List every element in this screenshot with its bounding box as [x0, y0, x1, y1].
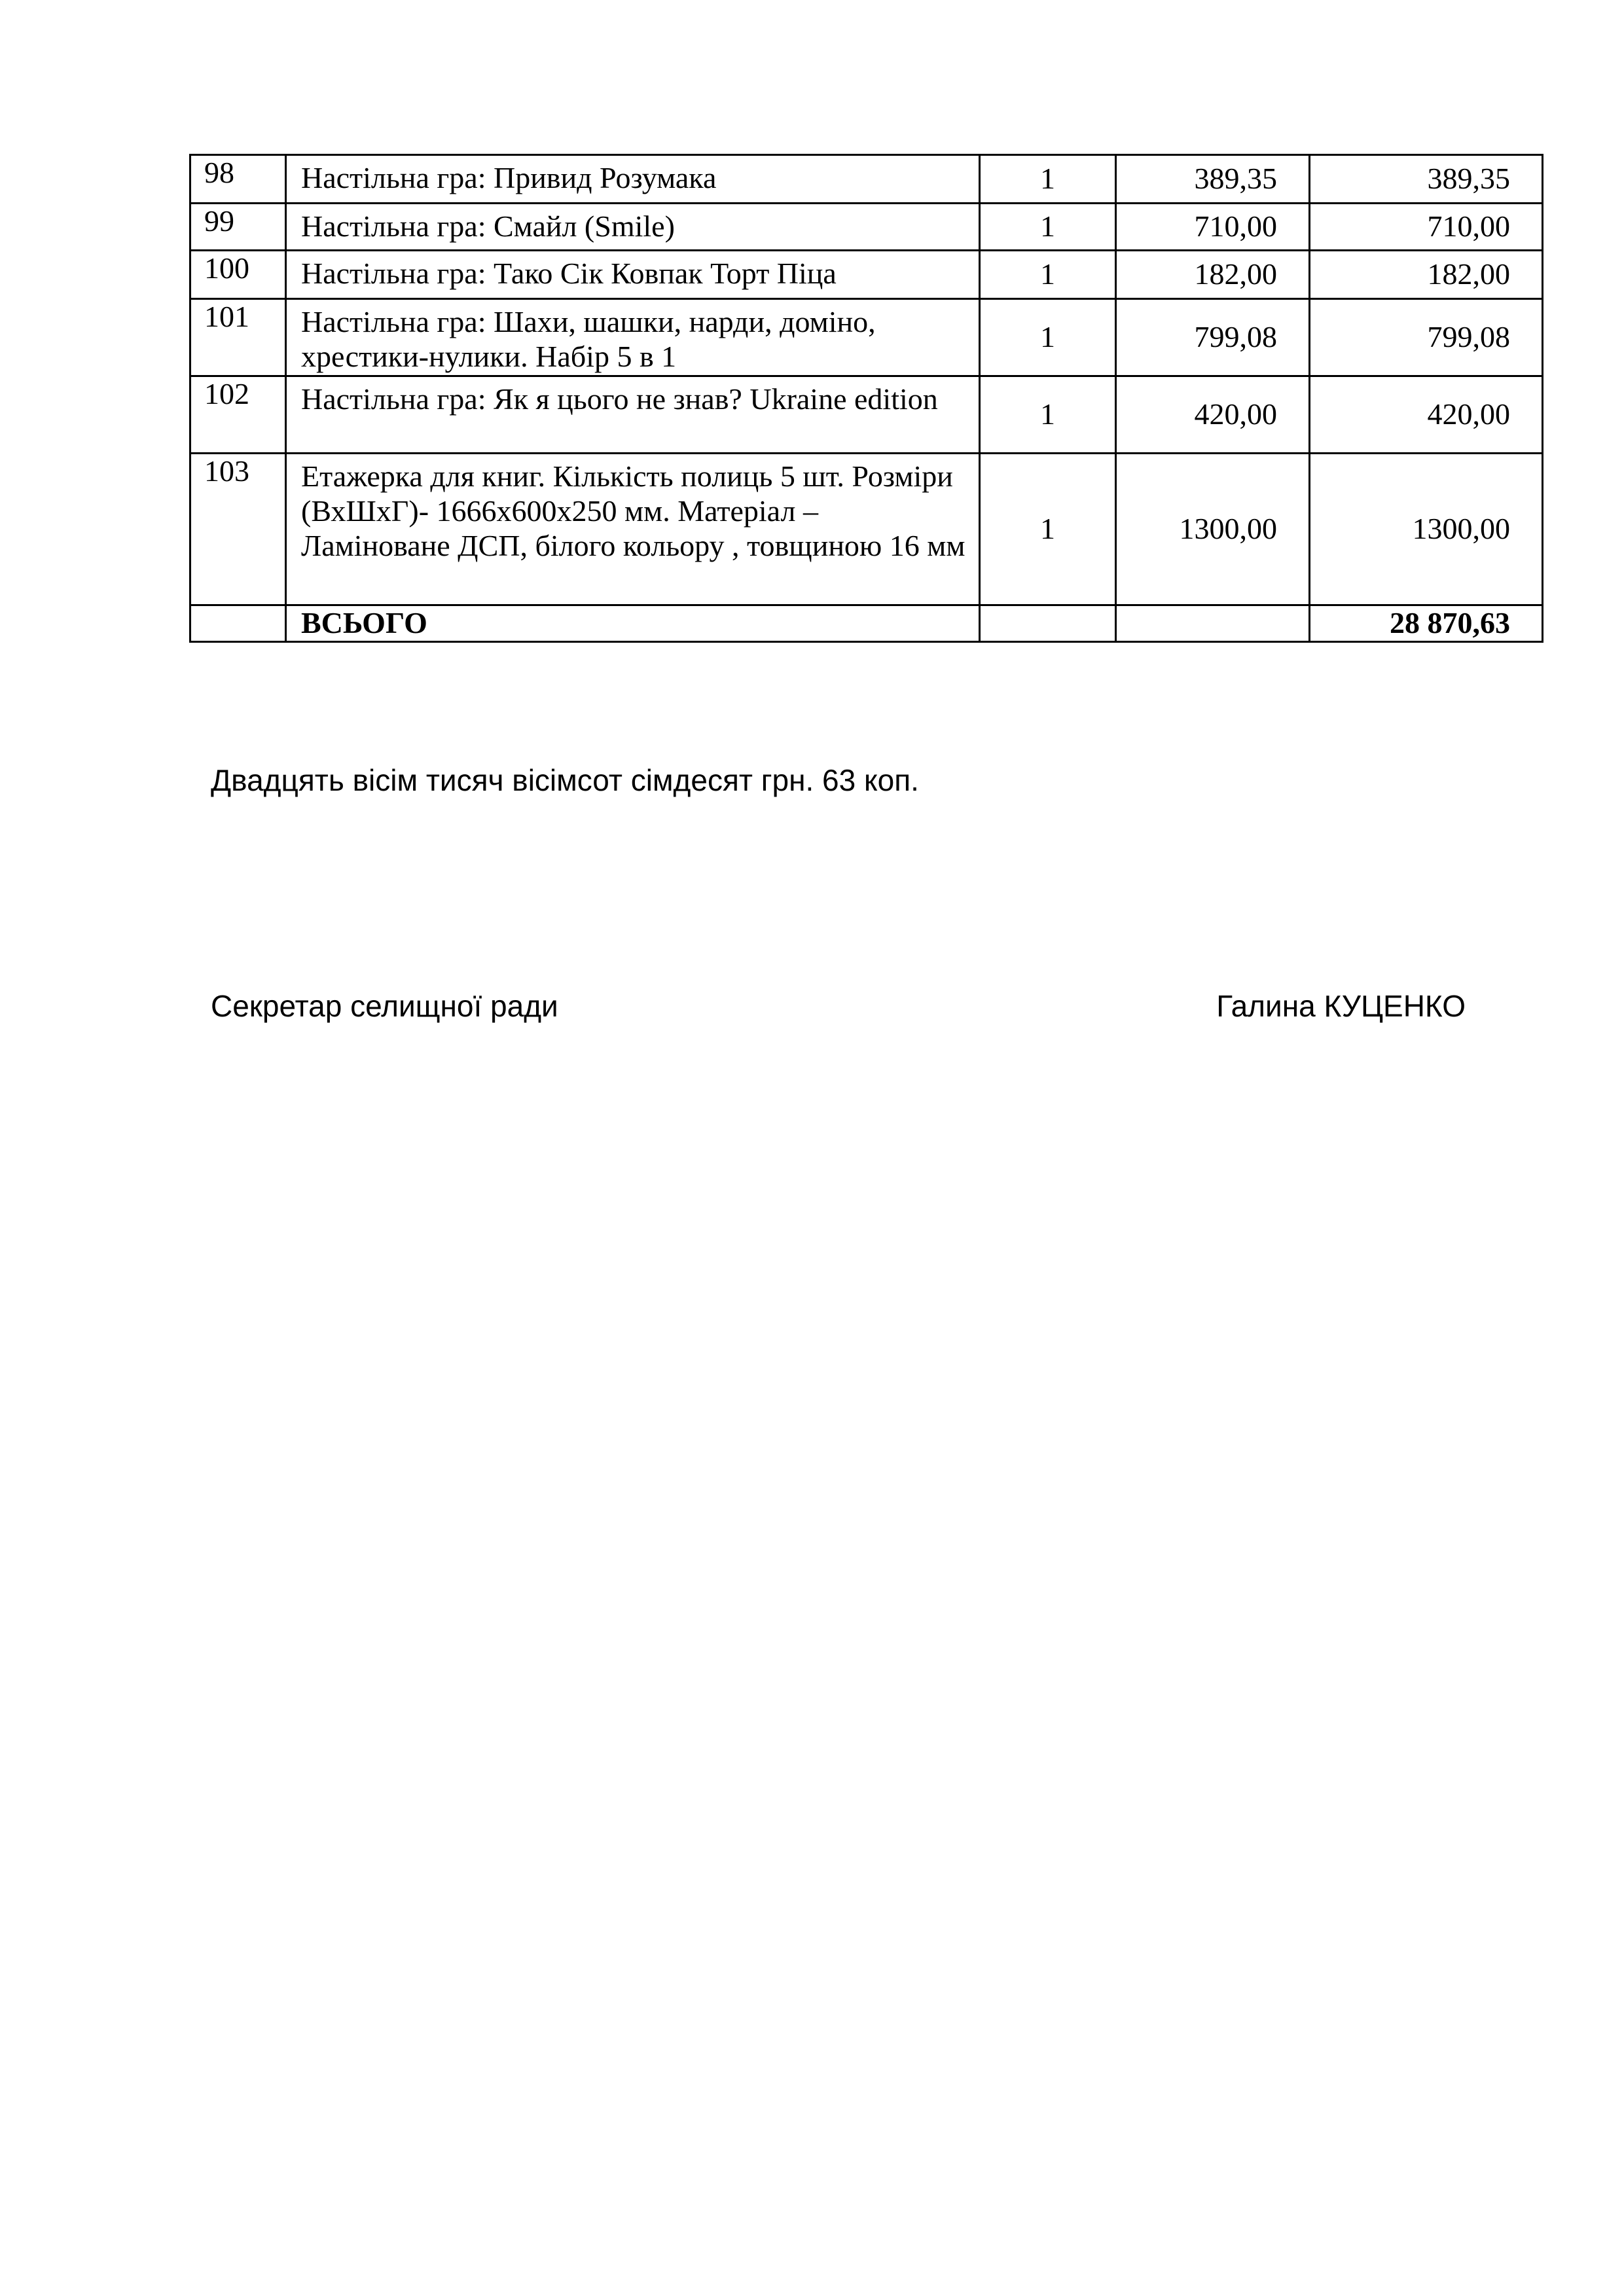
- item-price: 799,08: [1116, 299, 1310, 376]
- item-sum: 182,00: [1310, 251, 1543, 299]
- table-row: [190, 454, 1543, 605]
- item-quantity: 1: [980, 204, 1116, 251]
- item-quantity: 1: [980, 299, 1116, 376]
- table-row: [190, 376, 1543, 454]
- row-number: 99: [190, 204, 286, 251]
- row-number: 98: [190, 155, 286, 204]
- item-quantity: 1: [980, 155, 1116, 204]
- empty-cell: [980, 605, 1116, 642]
- signatory-title: Секретар селищної ради: [211, 989, 558, 1023]
- item-name: Настільна гра: Шахи, шашки, нарди, доміно, хрестики-нулики. Набір 5 в 1: [286, 299, 980, 376]
- table-row: [190, 155, 1543, 204]
- item-name: Настільна гра: Смайл (Smile): [286, 204, 980, 251]
- total-label: ВСЬОГО: [286, 605, 980, 642]
- item-price: 389,35: [1116, 155, 1310, 204]
- item-name: Настільна гра: Тако Сік Ковпак Торт Піца: [286, 251, 980, 299]
- table-row: [190, 251, 1543, 299]
- total-value: 28 870,63: [1310, 605, 1543, 642]
- item-sum: 1300,00: [1310, 454, 1543, 605]
- item-price: 710,00: [1116, 204, 1310, 251]
- empty-cell: [1116, 605, 1310, 642]
- item-name: Настільна гра: Як я цього не знав? Ukraine edition: [286, 376, 980, 454]
- row-number: 100: [190, 251, 286, 299]
- item-sum: 420,00: [1310, 376, 1543, 454]
- signatory-name: Галина КУЦЕНКО: [1216, 989, 1466, 1023]
- item-name: Настільна гра: Привид Розумака: [286, 155, 980, 204]
- table-row: [190, 299, 1543, 376]
- item-quantity: 1: [980, 454, 1116, 605]
- item-name: Етажерка для книг. Кількість полиць 5 шт. Розміри (ВхШхГ)- 1666х600х250 мм. Матеріал – Ламіноване ДСП, білого кольору , товщиною 16 мм: [286, 454, 980, 605]
- item-sum: 710,00: [1310, 204, 1543, 251]
- row-number: 103: [190, 454, 286, 605]
- total-row: [190, 605, 1543, 642]
- item-price: 420,00: [1116, 376, 1310, 454]
- row-number: 102: [190, 376, 286, 454]
- item-price: 182,00: [1116, 251, 1310, 299]
- item-quantity: 1: [980, 251, 1116, 299]
- item-quantity: 1: [980, 376, 1116, 454]
- item-sum: 389,35: [1310, 155, 1543, 204]
- empty-cell: [190, 605, 286, 642]
- amount-in-words: Двадцять вісім тисяч вісімсот сімдесят грн. 63 коп.: [211, 763, 919, 797]
- item-price: 1300,00: [1116, 454, 1310, 605]
- item-sum: 799,08: [1310, 299, 1543, 376]
- table-row: [190, 204, 1543, 251]
- items-table: [189, 154, 1543, 643]
- row-number: 101: [190, 299, 286, 376]
